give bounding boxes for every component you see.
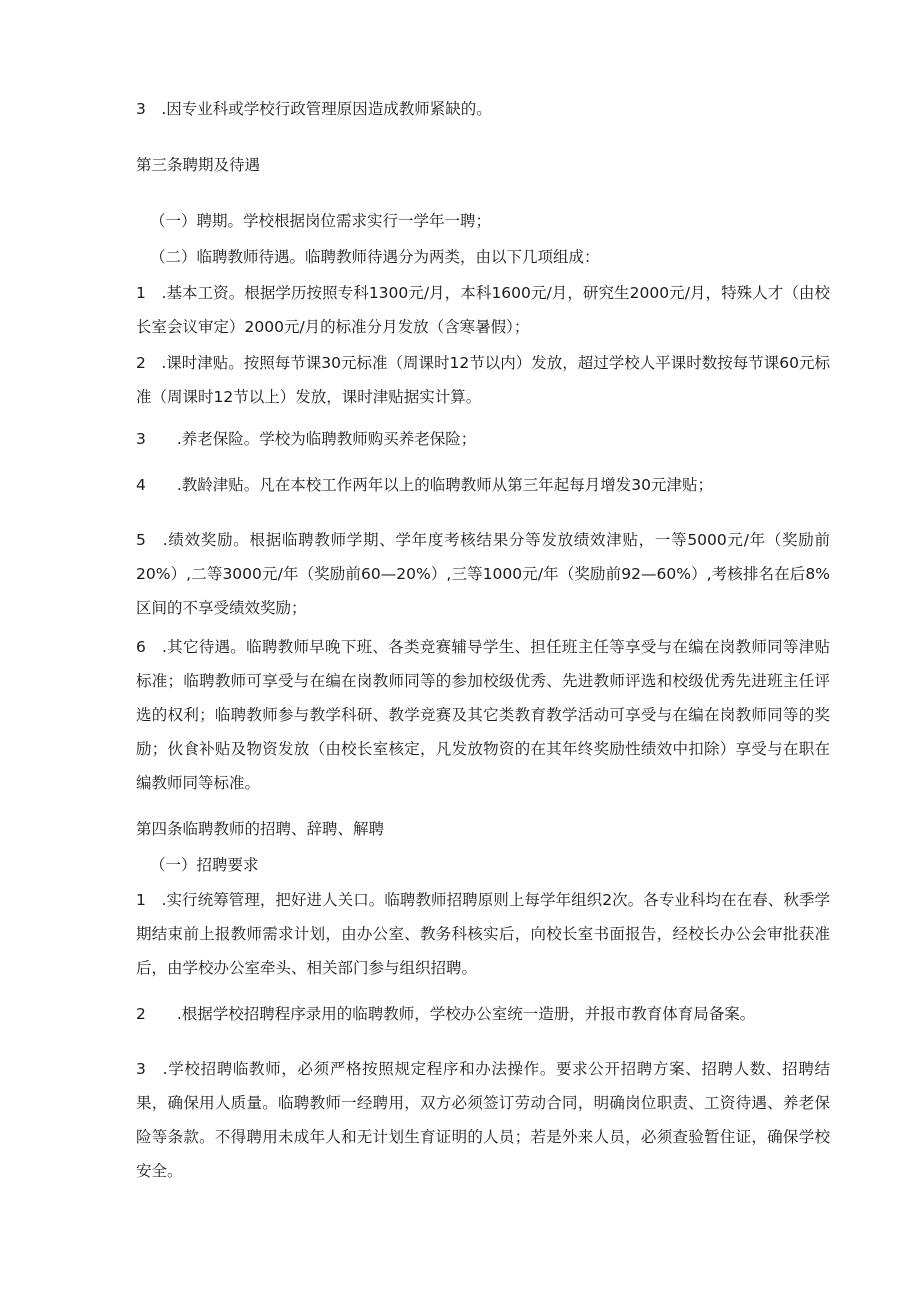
class-hour-allowance: 2 .课时津贴。按照每节课30元标准（周课时12节以内）发放，超过学校人平课时数按每节课60元标准（周课时12节以上）发放，课时津贴据实计算。 [136, 354, 830, 406]
basic-salary: 1 .基本工资。根据学历按照专科1300元/月，本科1600元/月，研究生2000元/月，特殊人才（由校长室会议审定）2000元/月的标准分月发放（含寒暑假）； [136, 284, 830, 336]
other-benefits: 6 .其它待遇。临聘教师早晚下班、各类竞赛辅导学生、担任班主任等享受与在编在岗教师同等津贴标准；临聘教师可享受与在编在岗教师同等的参加校级优秀、先进教师评选和校级优秀先进班主任评选的权利；临聘教师参与教学科研、教学竞赛及其它类教育教学活动可享受与在编在岗教师同等的奖励；伙食补贴及物资发放（由校长室核定，凡发放物资的在其年终奖励性绩效中扣除）享受与在职在编教师同等标准。 [136, 638, 830, 792]
seniority-allowance: 4 .教龄津贴。凡在本校工作两年以上的临聘教师从第三年起每月增发30元津贴； [136, 476, 714, 494]
paragraph-item-3-shortage: 3 .因专业科或学校行政管理原因造成教师紧缺的。 [136, 100, 492, 118]
article-4-heading: 第四条临聘教师的招聘、辞聘、解聘 [136, 820, 385, 838]
teacher-benefits-intro: （二）临聘教师待遇。临聘教师待遇分为两类，由以下几项组成： [150, 248, 600, 266]
term-of-employment: （一）聘期。学校根据岗位需求实行一学年一聘； [150, 212, 492, 230]
performance-bonus: 5 .绩效奖励。根据临聘教师学期、学年度考核结果分等发放绩效津贴，一等5000元/年（奖励前20%）,二等3000元/年（奖励前60—20%）,三等1000元/年（奖励前92—60%）,考核排名在后8%区间的不享受绩效奖励； [136, 531, 830, 617]
recruitment-item-3: 3 .学校招聘临教师，必须严格按照规定程序和办法操作。要求公开招聘方案、招聘人数、招聘结果，确保用人质量。临聘教师一经聘用，双方必须签订劳动合同，明确岗位职责、工资待遇、养老保险等条款。不得聘用未成年人和无计划生育证明的人员；若是外来人员，必须查验暂住证，确保学校安全。 [136, 1060, 830, 1180]
recruitment-requirements-heading: （一）招聘要求 [150, 856, 259, 874]
recruitment-item-2: 2 .根据学校招聘程序录用的临聘教师，学校办公室统一造册，并报市教育体育局备案。 [136, 1005, 756, 1023]
recruitment-item-1: 1 .实行统筹管理，把好进人关口。临聘教师招聘原则上每学年组织2次。各专业科均在在春、秋季学期结束前上报教师需求计划，由办公室、教务科核实后，向校长室书面报告，经校长办公会审批获准后，由学校办公室牵头、相关部门参与组织招聘。 [136, 891, 830, 977]
article-3-heading: 第三条聘期及待遇 [136, 156, 261, 174]
pension-insurance: 3 .养老保险。学校为临聘教师购买养老保险； [136, 430, 477, 448]
